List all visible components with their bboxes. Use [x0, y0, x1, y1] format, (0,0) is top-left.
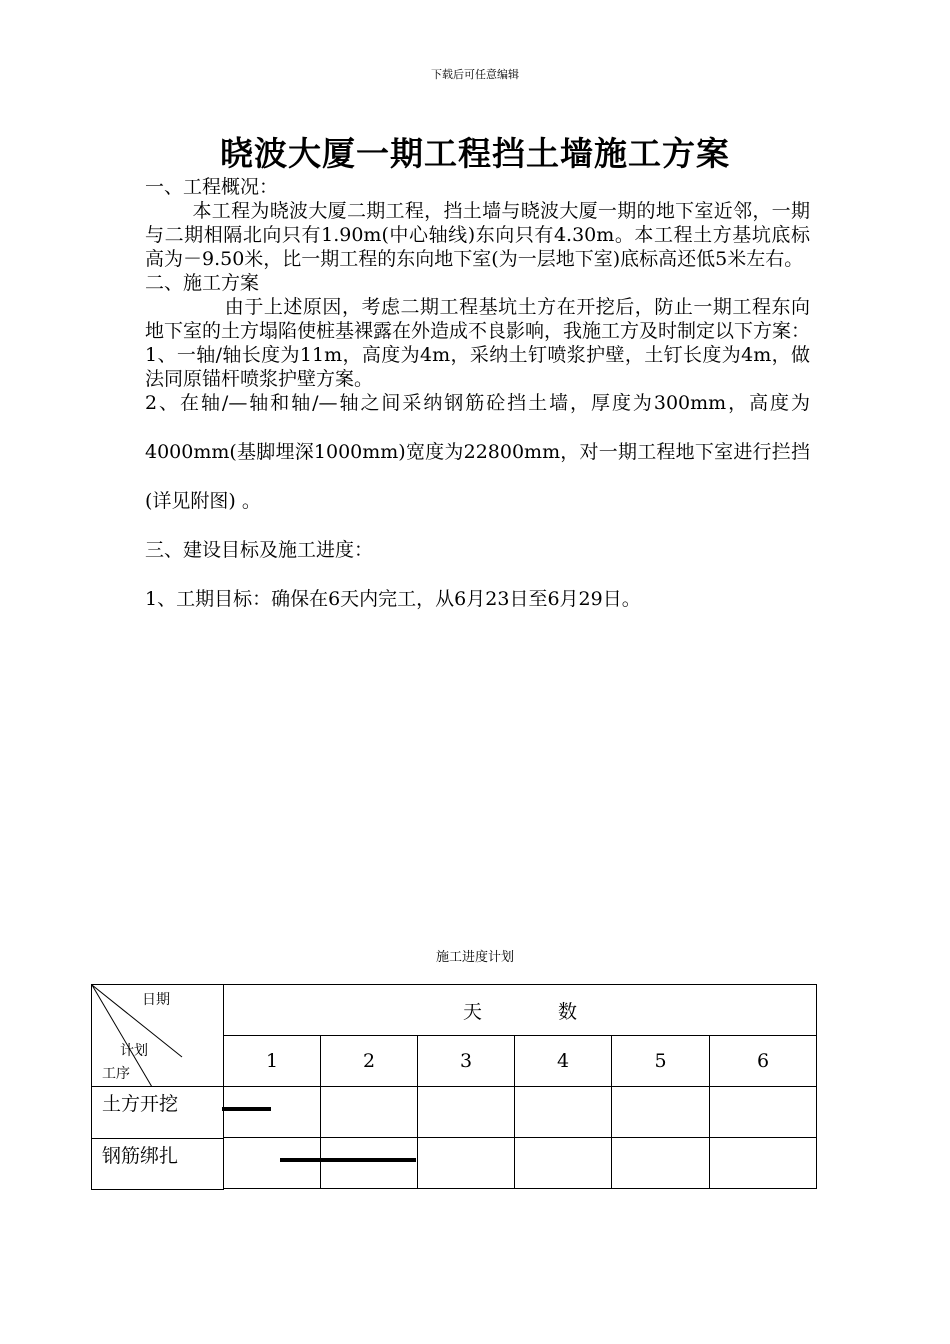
corner-label-process: 工序 — [102, 1066, 130, 1082]
day-cell — [515, 1087, 612, 1138]
process-name: 土方开挖 — [102, 1093, 179, 1116]
day-3: 3 — [418, 1036, 515, 1087]
day-cell — [612, 1087, 710, 1138]
days-header-char-2: 数 — [558, 1000, 578, 1023]
section-2-paragraph: 由于上述原因，考虑二期工程基坑土方在开挖后，防止一期工程东向地下室的土方塌陷使桩基裸露在外造成不良影响，我施工方及时制定以下方案： — [145, 296, 811, 342]
day-1: 1 — [224, 1036, 321, 1087]
day-4: 4 — [515, 1036, 612, 1087]
corner-label-plan: 计划 — [120, 1043, 148, 1059]
day-cell — [710, 1138, 817, 1189]
day-cell — [418, 1138, 515, 1189]
section-1-paragraph: 本工程为晓波大厦二期工程，挡土墙与晓波大厦一期的地下室近邻，一期与二期相隔北向只有1.90m(中心轴线)东向只有4.30m。本工程土方基坑底标高为－9.50米，比一期工程的东向地下室(为一层地下室)底标高还低5米左右。 — [145, 200, 810, 270]
day-cell — [710, 1087, 817, 1138]
day-2: 2 — [321, 1036, 418, 1087]
section-3-heading: 三、建设目标及施工进度： — [145, 539, 374, 561]
day-cell — [612, 1138, 710, 1189]
section-2-item-2: 2、在轴/—轴和轴/—轴之间采纳钢筋砼挡土墙，厚度为300mm，高度为4000mm(基脚埋深1000mm)宽度为22800mm，对一期工程地下室进行拦挡 (详见附图) 。 — [145, 392, 810, 512]
gantt-bar — [222, 1107, 271, 1111]
corner-label-date: 日期 — [142, 992, 170, 1008]
day-cell — [224, 1138, 321, 1189]
process-name-cell — [92, 1087, 224, 1139]
row-day-cells — [224, 1138, 817, 1189]
day-cell — [418, 1087, 515, 1138]
document-title: 晓波大厦一期工程挡土墙施工方案 — [220, 134, 730, 173]
days-header — [224, 985, 817, 1036]
section-3-item-1: 1、工期目标：确保在6天内完工，从6月23日至6月29日。 — [145, 588, 641, 610]
table-row — [92, 1087, 817, 1139]
schedule-caption: 施工进度计划 — [435, 950, 514, 965]
day-6: 6 — [710, 1036, 817, 1087]
header-corner-cell — [92, 985, 224, 1087]
schedule-table — [91, 984, 817, 1190]
day-5: 5 — [612, 1036, 710, 1087]
row-0-grid — [224, 1087, 817, 1139]
document-body — [145, 175, 810, 624]
day-cell — [515, 1138, 612, 1189]
gantt-bar — [280, 1158, 416, 1162]
section-1-heading: 一、工程概况： — [145, 176, 279, 198]
row-day-cells — [224, 1087, 817, 1138]
day-cell — [321, 1138, 418, 1189]
table-row — [92, 1138, 817, 1189]
days-header-char-1: 天 — [463, 1000, 483, 1023]
process-name: 钢筋绑扎 — [102, 1144, 179, 1167]
process-name-cell — [92, 1138, 224, 1189]
row-1-grid — [224, 1138, 817, 1189]
day-cell — [224, 1087, 321, 1138]
header-note: 下载后可任意编辑 — [431, 68, 519, 81]
day-cell — [321, 1087, 418, 1138]
section-2-heading: 二、施工方案 — [145, 272, 260, 294]
section-2-item-1: 1、一轴/轴长度为11m，高度为4m，采纳土钉喷浆护壁，土钉长度为4m，做法同原锚杆喷浆护壁方案。 — [145, 344, 810, 390]
